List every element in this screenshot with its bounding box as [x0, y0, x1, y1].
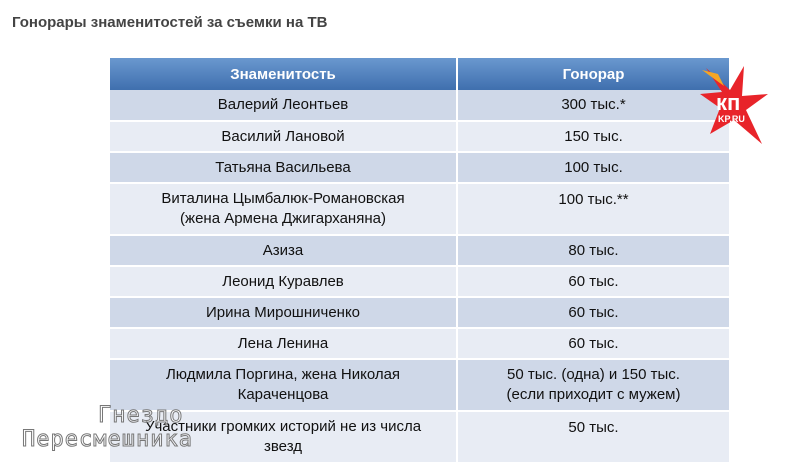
watermark-line2: Пересмешника — [22, 427, 193, 452]
fee-cell-line: 300 тыс.* — [561, 96, 626, 113]
logo-text-main: кп — [716, 90, 741, 115]
table-row — [110, 121, 730, 152]
fee-cell-line: 100 тыс.** — [558, 191, 629, 208]
celebrity-cell-line: Леонид Куравлев — [222, 272, 344, 290]
fee-cell — [457, 266, 730, 297]
table-row — [110, 90, 730, 121]
celebrity-cell — [110, 328, 457, 359]
page-title: Гонорары знаменитостей за съемки на ТВ — [12, 14, 328, 31]
celebrity-cell-line: Азиза — [262, 241, 304, 259]
celebrity-cell-line: (жена Армена Джигарханяна) — [180, 210, 386, 227]
watermark — [22, 404, 322, 454]
table-row — [110, 297, 730, 328]
fee-cell — [457, 297, 730, 328]
fee-cell-line: 150 тыс. — [564, 127, 623, 145]
table-row — [110, 266, 730, 297]
watermark-line1: Гнездо — [98, 403, 184, 428]
celebrity-cell-line: Караченцова — [237, 386, 329, 403]
table-row — [110, 152, 730, 183]
celebrity-cell-line: Виталина Цымбалюк-Романовская — [161, 190, 405, 207]
fee-cell-line: 50 тыс. (одна) и 150 тыс. — [507, 366, 680, 383]
celebrity-cell — [110, 266, 457, 297]
celebrity-cell — [110, 183, 457, 235]
celebrity-cell-line: Валерий Леонтьев — [217, 96, 349, 113]
fee-cell — [457, 152, 730, 183]
fee-cell — [457, 411, 730, 463]
fee-cell-line: 60 тыс. — [568, 334, 619, 352]
celebrity-cell-line: Людмила Поргина, жена Николая — [165, 366, 401, 383]
fee-cell — [457, 359, 730, 411]
table-row — [110, 328, 730, 359]
celebrity-cell — [110, 152, 457, 183]
fee-cell — [457, 90, 730, 121]
celebrity-cell — [110, 121, 457, 152]
celebrity-cell — [110, 297, 457, 328]
celebrity-cell-line: Лена Ленина — [237, 334, 329, 352]
celebrity-cell-line: Участники громких историй не из числа — [144, 418, 422, 435]
fee-cell-line: (если приходит с мужем) — [506, 386, 681, 403]
fee-cell-line: 100 тыс. — [564, 158, 623, 176]
celebrity-cell — [110, 90, 457, 121]
fee-cell — [457, 328, 730, 359]
celebrity-cell-line: Василий Лановой — [221, 127, 345, 145]
fee-cell-line: 60 тыс. — [568, 303, 619, 321]
logo-accent-shape — [702, 70, 724, 86]
celebrity-cell-line: звезд — [264, 438, 302, 455]
fee-cell-line: 50 тыс. — [568, 419, 619, 436]
fee-cell-line: 80 тыс. — [568, 241, 619, 259]
table-row — [110, 183, 730, 235]
logo-text-sub: KP.RU — [718, 114, 745, 124]
fee-cell — [457, 183, 730, 235]
kp-logo — [700, 64, 770, 146]
celebrity-cell-line: Ирина Мирошниченко — [205, 303, 361, 321]
fee-cell-line: 60 тыс. — [568, 272, 619, 290]
table-header-row — [110, 58, 730, 90]
header-celebrity: Знаменитость — [110, 58, 457, 90]
fee-cell — [457, 121, 730, 152]
celebrity-cell-line: Татьяна Васильева — [215, 158, 351, 176]
celebrity-cell — [110, 235, 457, 266]
table-row — [110, 235, 730, 266]
header-fee: Гонорар — [457, 58, 730, 90]
fee-cell — [457, 235, 730, 266]
